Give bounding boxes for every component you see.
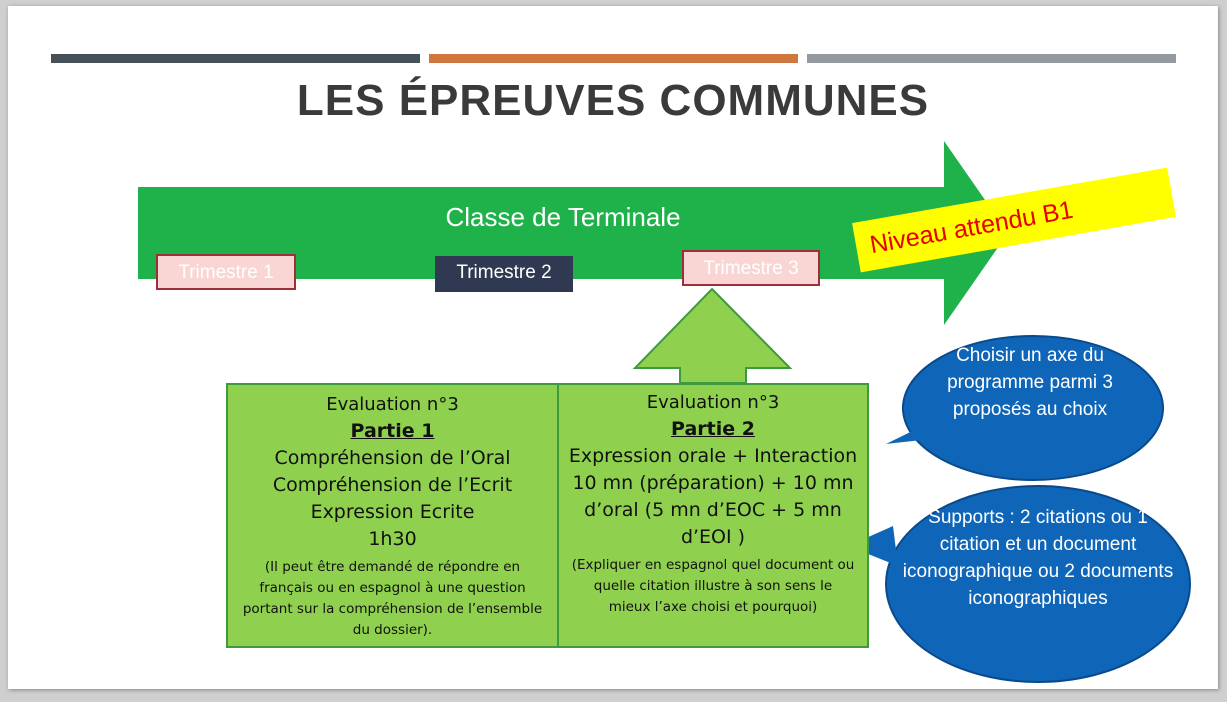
speech-bubble-2-text: Supports : 2 citations ou 1 citation et un document iconographique ou 2 documents iconographiques — [902, 507, 1174, 609]
evaluation-label: Evaluation n°3 — [326, 394, 459, 415]
evaluation-partie-1-box — [226, 383, 559, 648]
slide — [8, 6, 1218, 689]
timeline-label: Classe de Terminale — [445, 202, 681, 232]
trimestre-1: Trimestre 1 — [156, 254, 296, 290]
note: (Il peut être demandé de répondre en français ou en espagnol à une question portant sur la compréhension de l’ensemble du dossier). — [242, 559, 543, 638]
content-line: Expression Ecrite — [310, 501, 475, 523]
duration: 1h30 — [368, 528, 417, 550]
evaluation-label: Evaluation n°3 — [646, 392, 780, 413]
note: (Expliquer en espagnol quel document ou quelle citation illustre à son sens le mieux l’axe choisi et pourquoi) — [571, 557, 855, 615]
content-line: Compréhension de l’Ecrit — [272, 474, 513, 496]
content-line: Expression orale + Interaction — [568, 445, 858, 467]
speech-bubble-1-text: Choisir un axe du programme parmi 3 proposés au choix — [947, 345, 1113, 420]
content-line: Compréhension de l’Oral — [274, 447, 511, 469]
partie-heading: Partie 1 — [350, 420, 435, 442]
trimestre-2: Trimestre 2 — [435, 256, 573, 292]
evaluation-partie-2-box — [557, 383, 869, 648]
content-line: 10 mn (préparation) + 10 mn d’oral (5 mn d’EOC + 5 mn d’EOI ) — [572, 472, 854, 548]
niveau-banner-text: Niveau attendu B1 — [867, 195, 1076, 259]
up-arrow — [635, 289, 790, 383]
slide-title: LES ÉPREUVES COMMUNES — [296, 76, 930, 125]
partie-heading: Partie 2 — [671, 418, 755, 440]
trimestre-3: Trimestre 3 — [682, 250, 820, 286]
